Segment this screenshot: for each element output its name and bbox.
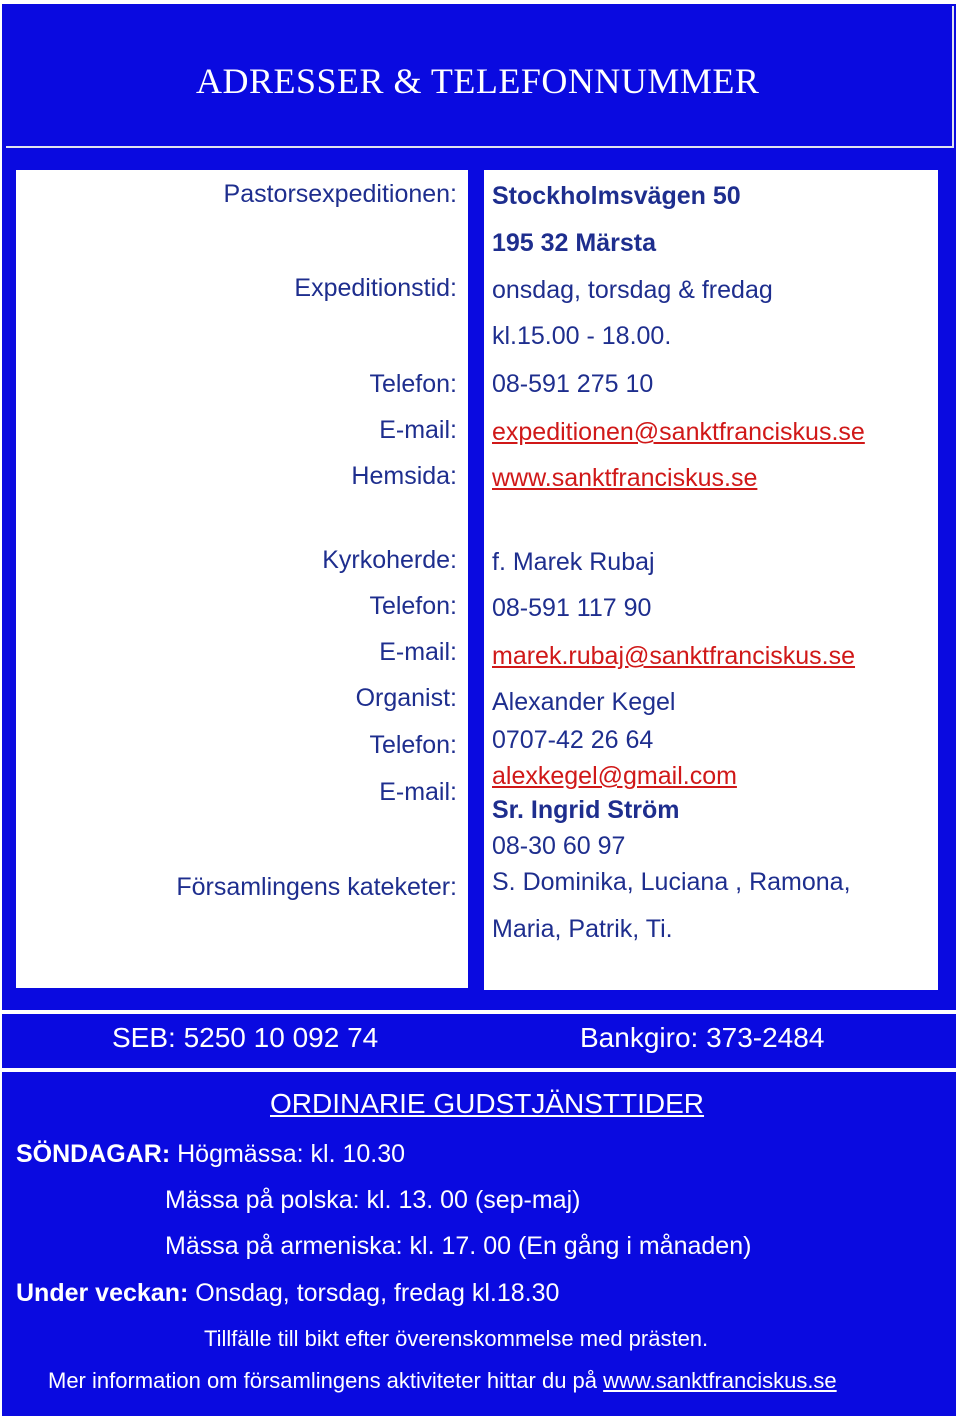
office-hours-line1: onsdag, torsdag & fredag	[492, 276, 773, 304]
organist-name: Alexander Kegel	[492, 688, 676, 716]
office-label: Pastorsexpeditionen:	[223, 180, 457, 208]
organist-email-label: E-mail:	[379, 778, 457, 806]
catechists-label: Församlingens kateketer:	[176, 873, 457, 901]
bankgiro-account: Bankgiro: 373-2484	[580, 1022, 825, 1053]
office-phone: 08-591 275 10	[492, 370, 654, 398]
vicar-email-link[interactable]: marek.rubaj@sanktfranciskus.se	[492, 642, 856, 670]
office-address-line1: Stockholmsvägen 50	[492, 182, 741, 210]
confession-note: Tillfälle till bikt efter överenskommelse med prästen.	[204, 1326, 709, 1351]
vicar-phone-label: Telefon:	[369, 592, 457, 620]
polish-mass-row	[165, 1186, 580, 1215]
office-hours-line2: kl.15.00 - 18.00.	[492, 322, 672, 350]
weekdays-row	[16, 1279, 559, 1308]
office-address-line2: 195 32 Märsta	[492, 229, 657, 257]
office-phone-label: Telefon:	[369, 370, 457, 398]
vicar-name: f. Marek Rubaj	[492, 548, 655, 576]
weekdays-time: Onsdag, torsdag, fredag kl.18.30	[195, 1279, 560, 1307]
services-title: ORDINARIE GUDSTJÄNSTTIDER	[270, 1088, 705, 1119]
organist-label: Organist:	[355, 684, 457, 712]
catechists-others-line1: S. Dominika, Luciana , Ramona,	[492, 868, 851, 896]
labels-panel	[16, 170, 468, 988]
page-title: ADRESSER & TELEFONNUMMER	[196, 61, 760, 101]
bank-divider-top	[0, 1010, 960, 1014]
organist-phone-label: Telefon:	[369, 731, 457, 759]
vicar-email-label: E-mail:	[379, 638, 457, 666]
organist-phone: 0707-42 26 64	[492, 726, 654, 754]
sundays-row	[16, 1140, 405, 1169]
polish-mass-time: kl. 13. 00 (sep-maj)	[366, 1186, 581, 1214]
organist-email-link[interactable]: alexkegel@gmail.com	[492, 762, 737, 790]
weekdays-label: Under veckan:	[16, 1279, 189, 1307]
vicar-phone: 08-591 117 90	[492, 594, 652, 622]
values-panel	[484, 170, 938, 990]
sundays-main-mass: Högmässa: kl. 10.30	[177, 1140, 406, 1168]
seb-account: SEB: 5250 10 092 74	[112, 1022, 379, 1053]
website-link[interactable]: www.sanktfranciskus.se	[492, 464, 758, 492]
office-email-link[interactable]: expeditionen@sanktfranciskus.se	[492, 418, 865, 446]
header-panel	[6, 6, 954, 148]
catechists-others-line2: Maria, Patrik, Ti.	[492, 915, 673, 943]
polish-mass-label: Mässa på polska:	[165, 1186, 360, 1214]
more-info-text: Mer information om församlingens aktiviteter hittar du på	[48, 1368, 598, 1393]
more-info-link[interactable]: www.sanktfranciskus.se	[603, 1368, 837, 1393]
hours-label: Expeditionstid:	[294, 274, 457, 302]
vicar-label: Kyrkoherde:	[322, 546, 457, 574]
office-email-label: E-mail:	[379, 416, 457, 444]
armenian-mass: Mässa på armeniska: kl. 17. 00 (En gång i månaden)	[165, 1232, 752, 1260]
more-info-row	[48, 1368, 837, 1394]
catechist-name: Sr. Ingrid Ström	[492, 796, 680, 824]
sundays-label: SÖNDAGAR:	[16, 1140, 171, 1168]
bank-divider-bottom	[0, 1068, 960, 1072]
website-label: Hemsida:	[351, 462, 457, 490]
catechist-phone: 08-30 60 97	[492, 832, 626, 860]
